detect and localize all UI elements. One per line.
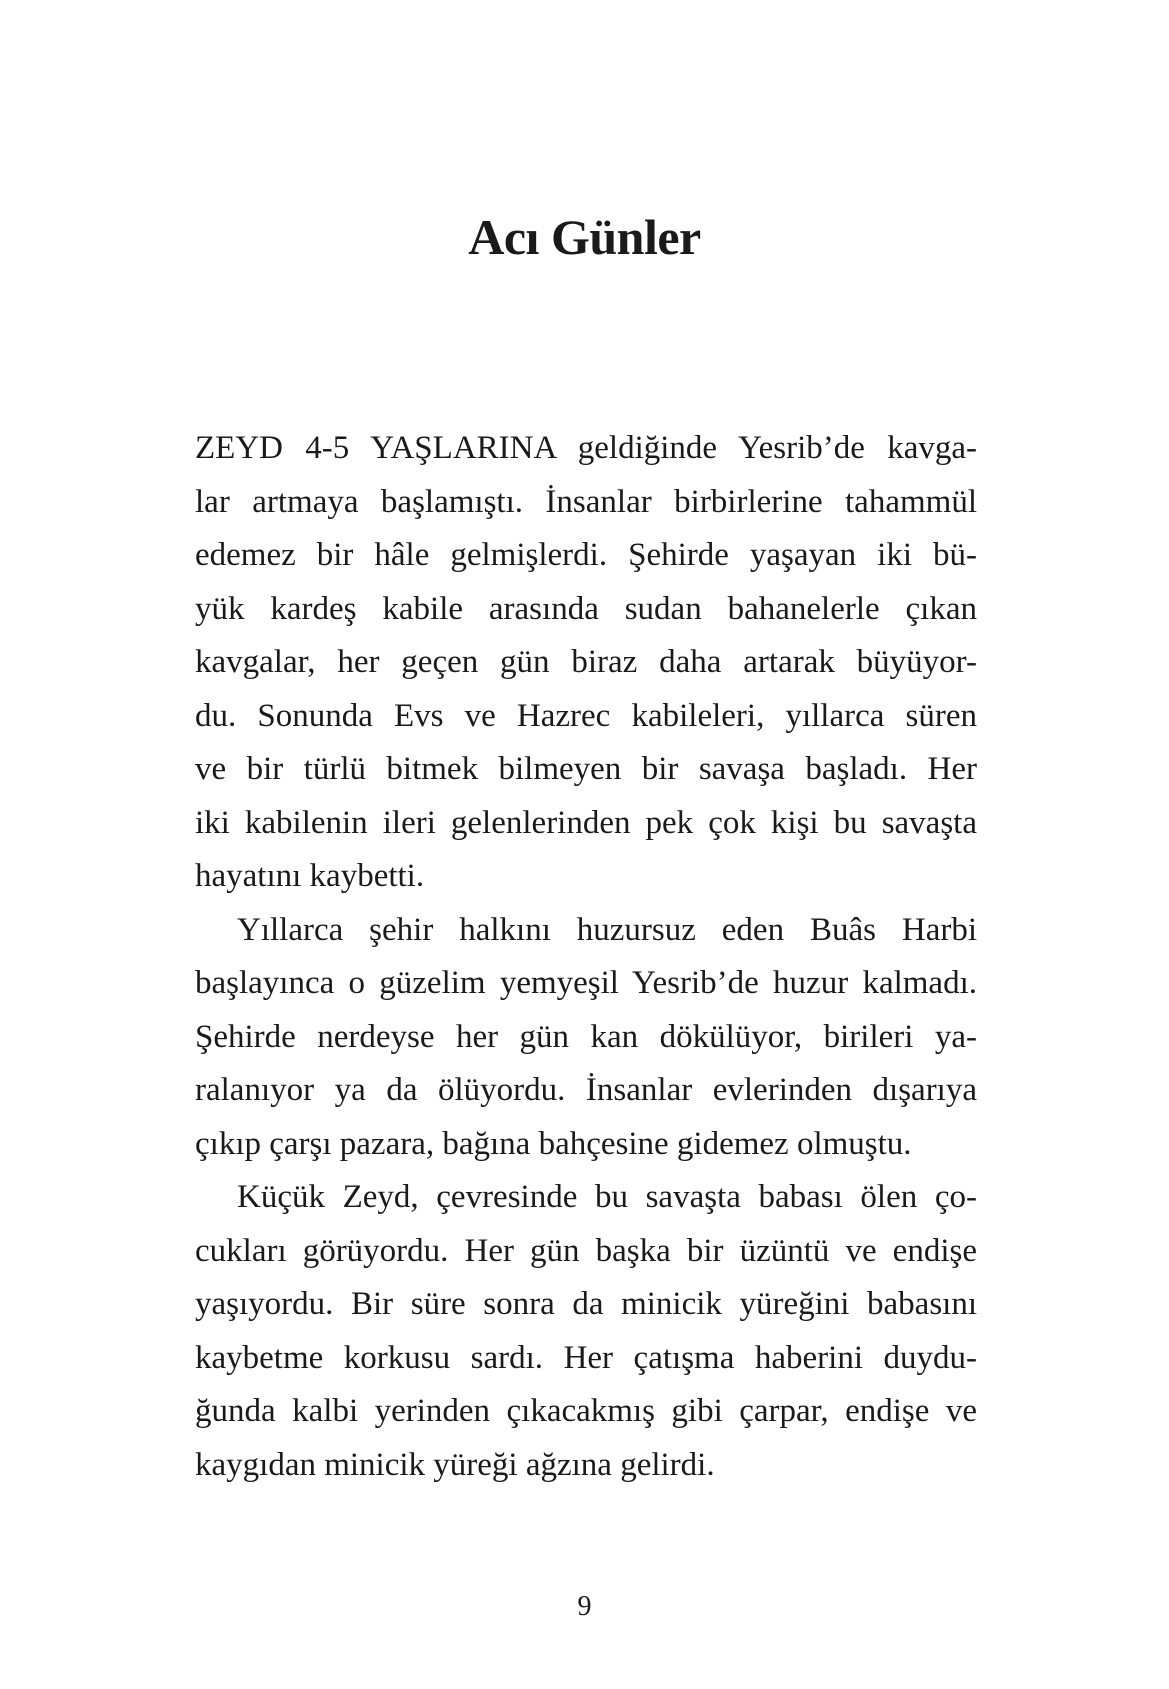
text-line: ğunda kalbi yerinden çıkacakmış gibi çarpar, endişe ve <box>195 1393 977 1429</box>
text-line: Küçük Zeyd, çevresinde bu savaşta babası ölen ço- <box>237 1179 977 1215</box>
text-line: ralanıyor ya da ölüyordu. İnsanlar evlerinden dışarıya <box>195 1072 977 1108</box>
text-line: hayatını kaybetti. <box>195 858 425 894</box>
paragraph <box>195 1171 977 1492</box>
text-line: du. Sonunda Evs ve Hazrec kabileleri, yıllarca süren <box>195 697 977 734</box>
page-number: 9 <box>577 1591 592 1622</box>
text-line: lar artmaya başlamıştı. İnsanlar birbirlerine tahammül <box>195 483 977 520</box>
text-line: cukları görüyordu. Her gün başka bir üzüntü ve endişe <box>195 1232 977 1269</box>
text-line: başlayınca o güzelim yemyeşil Yesrib’de huzur kalmadı. <box>195 965 977 1001</box>
text-line: kavgalar, her geçen gün biraz daha artarak büyüyor- <box>195 644 977 680</box>
text-line: yaşıyordu. Bir süre sonra da minicik yüreğini babasını <box>195 1286 977 1322</box>
paragraph <box>195 904 977 1172</box>
text-line: yük kardeş kabile arasında sudan bahanelerle çıkan <box>195 590 977 627</box>
text-line: edemez bir hâle gelmişlerdi. Şehirde yaşayan iki bü- <box>195 537 977 573</box>
text-line: Şehirde nerdeyse her gün kan dökülüyor, birileri ya- <box>195 1018 977 1055</box>
text-line: ve bir türlü bitmek bilmeyen bir savaşa başladı. Her <box>195 751 977 787</box>
chapter-title: Acı Günler <box>468 209 701 265</box>
chapter-body <box>195 422 977 1492</box>
text-line: ZEYD 4-5 YAŞLARINA geldiğinde Yesrib’de kavga- <box>195 430 977 466</box>
paragraph <box>195 422 977 904</box>
text-line: Yıllarca şehir halkını huzursuz eden Buâs Harbi <box>237 911 977 948</box>
text-line: kaybetme korkusu sardı. Her çatışma haberini duydu- <box>195 1339 977 1376</box>
text-line: çıkıp çarşı pazara, bağına bahçesine gidemez olmuştu. <box>195 1125 912 1162</box>
text-line: kaygıdan minicik yüreği ağzına gelirdi. <box>195 1446 715 1483</box>
text-line: iki kabilenin ileri gelenlerinden pek çok kişi bu savaşta <box>195 804 977 841</box>
